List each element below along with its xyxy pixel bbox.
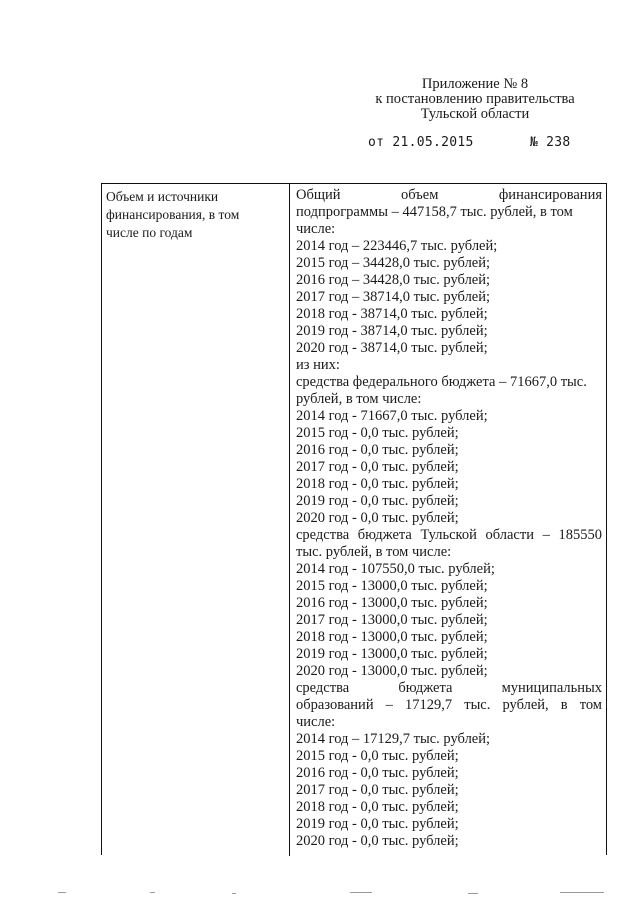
resolution-number: 238 [546, 135, 571, 150]
financing-line: 2015 год - 0,0 тыс. рублей; [296, 748, 459, 764]
label-line: финансирования, в том [106, 207, 240, 222]
financing-line: 2017 год - 0,0 тыс. рублей; [296, 782, 459, 798]
financing-line: числе: [296, 714, 336, 730]
financing-line: числе: [296, 221, 336, 237]
scan-speck [350, 892, 372, 893]
financing-line: 2014 год – 17129,7 тыс. рублей; [296, 731, 491, 747]
financing-line: 2016 год - 0,0 тыс. рублей; [296, 442, 459, 458]
table-value-cell [296, 187, 602, 850]
scan-speck [468, 893, 478, 894]
financing-line: средства федерального бюджета – 71667,0 тыс. [296, 374, 587, 390]
financing-line: 2015 год – 34428,0 тыс. рублей; [296, 255, 491, 271]
financing-line: подпрограммы – 447158,7 тыс. рублей, в том [296, 204, 573, 220]
financing-line: 2014 год – 223446,7 тыс. рублей; [296, 238, 498, 254]
financing-line: 2014 год - 107550,0 тыс. рублей; [296, 561, 495, 577]
financing-line: из них: [296, 357, 340, 373]
number-label: № [529, 135, 538, 150]
financing-line: рублей, в том числе: [296, 391, 422, 407]
financing-line: средства бюджета Тульской области – 185550 [296, 527, 602, 543]
financing-line: 2015 год - 0,0 тыс. рублей; [296, 425, 459, 441]
financing-line: 2018 год - 38714,0 тыс. рублей; [296, 306, 488, 322]
financing-line: 2020 год - 0,0 тыс. рублей; [296, 833, 459, 849]
appendix-subtitle: к постановлению правительства [375, 91, 575, 107]
financing-line: 2020 год - 0,0 тыс. рублей; [296, 510, 459, 526]
financing-line: тыс. рублей, в том числе: [296, 544, 452, 560]
resolution-date: 21.05.2015 [392, 135, 474, 150]
financing-line: 2019 год - 13000,0 тыс. рублей; [296, 646, 488, 662]
scan-speck [232, 893, 236, 894]
financing-line: образований – 17129,7 тыс. рублей, в том [296, 697, 602, 713]
scan-speck [58, 892, 66, 893]
financing-line: 2016 год - 13000,0 тыс. рублей; [296, 595, 488, 611]
financing-line: 2020 год - 38714,0 тыс. рублей; [296, 340, 488, 356]
resolution-reference [368, 135, 571, 150]
document-header [352, 77, 598, 122]
table-label-cell [106, 188, 286, 242]
date-label: от [368, 135, 385, 150]
financing-line: Общий объем финансирования [296, 187, 602, 203]
financing-line: 2017 год – 38714,0 тыс. рублей; [296, 289, 491, 305]
financing-line: 2014 год - 71667,0 тыс. рублей; [296, 408, 488, 424]
financing-line: 2015 год - 13000,0 тыс. рублей; [296, 578, 488, 594]
financing-line: 2017 год - 0,0 тыс. рублей; [296, 459, 459, 475]
scan-speck [150, 892, 155, 893]
financing-line: 2016 год - 0,0 тыс. рублей; [296, 765, 459, 781]
financing-line: 2018 год - 0,0 тыс. рублей; [296, 476, 459, 492]
financing-line: средства бюджета муниципальных [296, 680, 602, 696]
financing-line: 2017 год - 13000,0 тыс. рублей; [296, 612, 488, 628]
financing-line: 2020 год - 13000,0 тыс. рублей; [296, 663, 488, 679]
label-line: числе по годам [106, 225, 193, 240]
financing-line: 2018 год - 13000,0 тыс. рублей; [296, 629, 488, 645]
scan-speck [560, 892, 604, 893]
financing-line: 2018 год - 0,0 тыс. рублей; [296, 799, 459, 815]
appendix-region: Тульской области [420, 106, 530, 122]
financing-table [101, 183, 607, 855]
financing-line: 2019 год - 38714,0 тыс. рублей; [296, 323, 488, 339]
financing-line: 2019 год - 0,0 тыс. рублей; [296, 493, 459, 509]
column-divider [289, 184, 290, 856]
appendix-title: Приложение № 8 [421, 76, 529, 92]
financing-line: 2016 год – 34428,0 тыс. рублей; [296, 272, 491, 288]
label-line: Объем и источники [106, 189, 219, 204]
financing-line: 2019 год - 0,0 тыс. рублей; [296, 816, 459, 832]
